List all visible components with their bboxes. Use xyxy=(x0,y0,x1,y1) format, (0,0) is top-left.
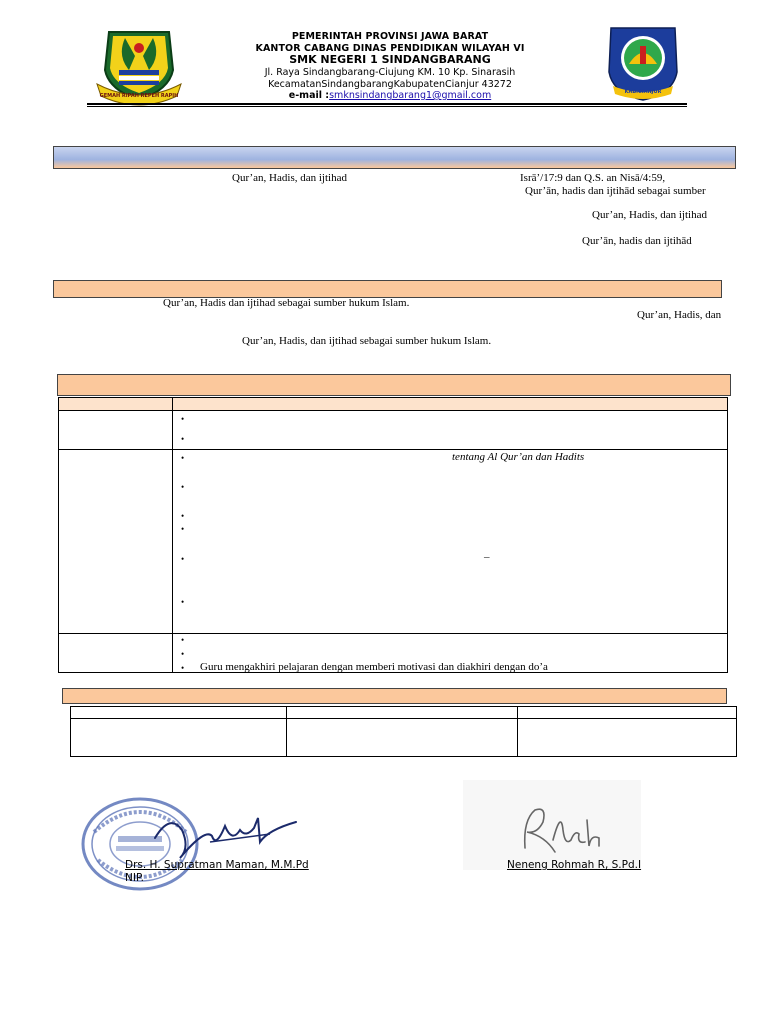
section-bar-4 xyxy=(62,688,727,704)
letterhead-divider-thin xyxy=(87,106,687,107)
address-line-2: KecamatanSindangbarangKabupatenCianjur 43272 xyxy=(268,79,512,90)
section-bar-2 xyxy=(53,280,722,298)
cianjur-ribbon-text: KAB.CIANJUR xyxy=(624,89,662,95)
bullet-core-3: • xyxy=(181,511,185,521)
core-dash-text: – xyxy=(484,551,490,563)
table-cell-core-content xyxy=(173,450,728,634)
table-row-opening xyxy=(59,411,728,450)
core-note-text: tentang Al Qur’an dan Hadits xyxy=(452,451,585,463)
bullet-closing-3: • xyxy=(181,663,185,673)
text-s1-line1-left: Qur’an, Hadis, dan ijtihad xyxy=(232,172,347,184)
crest-ribbon-text: GEMAH RIPAH REPEH RAPIH xyxy=(99,93,179,99)
bullet-opening-1: • xyxy=(181,414,185,424)
table-header-cell-1 xyxy=(59,398,173,411)
principal-nip: NIP. xyxy=(125,872,144,884)
bullet-closing-2: • xyxy=(181,649,185,659)
text-s1-line1-right: Isrā’/17:9 dan Q.S. an Nisā/4:59, xyxy=(520,172,666,184)
text-s1-line2: Qur’ān, hadis dan ijtihād sebagai sumber xyxy=(525,185,706,197)
bullet-core-1: • xyxy=(181,453,185,463)
table-cell-opening-label xyxy=(59,411,173,450)
address-line-1: Jl. Raya Sindangbarang-Ciujung KM. 10 Kp. Sinarasih xyxy=(264,67,516,78)
assessment-header-cell-2 xyxy=(287,707,518,719)
section-bar-1 xyxy=(53,146,736,169)
table-row-header xyxy=(71,707,737,719)
assessment-header-cell-3 xyxy=(518,707,737,719)
header-line-2: KANTOR CABANG DINAS PENDIDIKAN WILAYAH VI xyxy=(255,43,525,54)
west-java-crest-logo xyxy=(95,26,183,108)
text-s2-line3: Qur’an, Hadis, dan ijtihad sebagai sumber hukum Islam. xyxy=(242,335,492,347)
school-name: SMK NEGERI 1 SINDANGBARANG xyxy=(289,53,491,66)
principal-name: Drs. H. Supratman Maman, M.M.Pd xyxy=(125,859,309,871)
bullet-core-6: • xyxy=(181,597,185,607)
table-row xyxy=(71,719,737,757)
cianjur-regency-logo xyxy=(603,24,683,102)
table-cell-closing-label xyxy=(59,634,173,673)
assessment-cell-3 xyxy=(518,719,737,757)
bullet-core-4: • xyxy=(181,524,185,534)
teacher-signature xyxy=(505,800,615,860)
bullet-closing-1: • xyxy=(181,635,185,645)
table-row-header xyxy=(59,398,728,411)
header-line-1: PEMERINTAH PROVINSI JAWA BARAT xyxy=(291,31,489,42)
email-line xyxy=(240,90,540,101)
text-s1-line4: Qur’ān, hadis dan ijtihād xyxy=(582,235,692,247)
table-cell-opening-content xyxy=(173,411,728,450)
assessment-table xyxy=(70,706,737,757)
closing-activity-text: Guru mengakhiri pelajaran dengan memberi motivasi dan diakhiri dengan do’a xyxy=(200,661,548,673)
email-link[interactable]: smknsindangbarang1@gmail.com xyxy=(329,90,492,101)
text-s2-line1: Qur’an, Hadis dan ijtihad sebagai sumber hukum Islam. xyxy=(163,297,410,309)
text-s2-line2: Qur’an, Hadis, dan xyxy=(637,309,722,321)
teacher-name: Neneng Rohmah R, S.Pd.I xyxy=(507,859,642,871)
assessment-header-cell-1 xyxy=(71,707,287,719)
bullet-core-2: • xyxy=(181,482,185,492)
assessment-cell-1 xyxy=(71,719,287,757)
bullet-core-5: • xyxy=(181,554,185,564)
assessment-cell-2 xyxy=(287,719,518,757)
email-label: e-mail : xyxy=(288,90,330,101)
text-s1-line3: Qur’an, Hadis, dan ijtihad xyxy=(592,209,707,221)
activities-table xyxy=(58,397,728,673)
section-bar-3 xyxy=(57,374,731,396)
table-header-cell-2 xyxy=(173,398,728,411)
table-row-core xyxy=(59,450,728,634)
letterhead-divider xyxy=(87,103,687,105)
bullet-opening-2: • xyxy=(181,434,185,444)
table-cell-core-label xyxy=(59,450,173,634)
